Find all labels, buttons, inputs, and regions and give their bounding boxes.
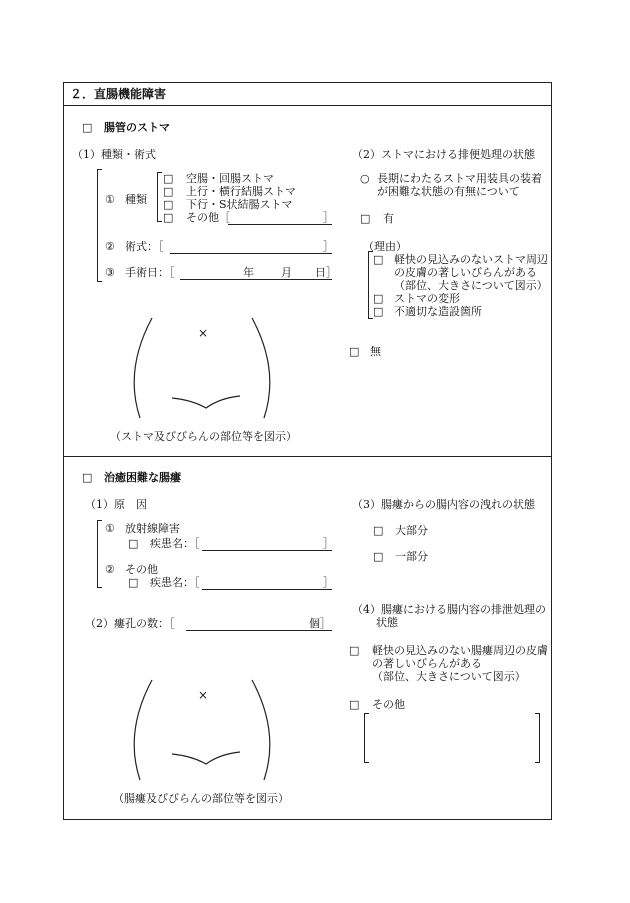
stoma-date-field[interactable] [180, 279, 332, 280]
stoma-yes-label: 有 [383, 212, 394, 225]
stoma-surgery-field[interactable] [170, 253, 332, 254]
fistula-disease2-close: ］ [323, 576, 334, 589]
stoma-kind-option: 空腸・回腸ストマ [186, 172, 274, 185]
stoma-yes-checkbox[interactable]: □ [360, 212, 371, 225]
fistula-other-bracket-right [535, 713, 540, 763]
stoma-q2-circle: ○ [360, 172, 370, 185]
fistula-cause2-number: ② [105, 563, 115, 576]
stoma-reason-box[interactable]: □ [373, 305, 384, 318]
stoma-diagram-mark: × [198, 326, 209, 340]
fistula-q4-opt1-line3: （部位、大きさについて図示） [372, 670, 526, 683]
stoma-kind-option: 上行・横行結腸ストマ [186, 185, 296, 198]
stoma-reason-box[interactable]: □ [373, 292, 384, 305]
stoma-reason-label: （理由） [363, 240, 407, 253]
stoma-kind-option-box[interactable]: □ [163, 211, 174, 224]
fistula-disease1-field[interactable] [202, 550, 332, 551]
stoma-kind-number: ① [105, 193, 115, 206]
fistula-disease1-label: 疾患名：［ [150, 537, 200, 550]
fistula-cause1: 放射線障害 [125, 522, 180, 535]
stoma-reason-text: （部位、大きさについて図示） [394, 279, 548, 292]
fistula-header: 治癒困難な腸瘻 [104, 471, 181, 484]
section-title: ２．直腸機能障害 [70, 87, 167, 101]
stoma-q2-text-line1: 長期にわたるストマ用装具の装着 [377, 172, 542, 185]
stoma-other-field[interactable] [228, 224, 332, 225]
fistula-other-bracket-left[interactable] [364, 713, 369, 763]
fistula-q4-opt2: その他 [372, 698, 405, 711]
fistula-q4-opt2-box[interactable]: □ [349, 698, 360, 711]
stoma-date-year: 年 [243, 266, 254, 279]
stoma-surgery-label: 術式：［ [125, 240, 164, 253]
section-divider [63, 456, 552, 457]
fistula-disease1-close: ］ [323, 537, 334, 550]
stoma-kind-label: 種類 [125, 193, 147, 206]
stoma-other-close: ］ [323, 211, 334, 224]
stoma-q2-label: （2）ストマにおける排便処理の状態 [352, 148, 535, 161]
fistula-q3-opt1: 大部分 [395, 524, 428, 537]
fistula-disease2-field[interactable] [202, 589, 332, 590]
fistula-q1-bracket [97, 520, 102, 588]
stoma-kind-option: 下行・S状結腸ストマ [186, 198, 293, 211]
fistula-q4-opt1-line1: 軽快の見込みのない腸瘻周辺の皮膚 [372, 644, 548, 657]
stoma-date-number: ③ [105, 266, 115, 279]
stoma-q2-text-line2: が困難な状態の有無について [377, 185, 520, 198]
stoma-kind-bracket [157, 172, 162, 222]
stoma-reason-text: 不適切な造設箇所 [394, 305, 482, 318]
fistula-q3-opt1-box[interactable]: □ [373, 524, 384, 537]
stoma-kind-option: その他［ [186, 211, 230, 224]
stoma-reason-text: の皮膚の著しいびらんがある [394, 266, 537, 279]
fistula-diagram-caption: （腸瘻及びびらんの部位等を図示） [113, 792, 289, 805]
stoma-header: 腸管のストマ [104, 121, 170, 134]
stoma-date-label: 手術日：［ [125, 266, 175, 279]
stoma-reason-text: 軽快の見込みのないストマ周辺 [394, 253, 548, 266]
fistula-q4-label2: 状態 [376, 616, 398, 629]
title-divider [63, 105, 552, 106]
stoma-no-checkbox[interactable]: □ [349, 345, 360, 358]
fistula-diagram-mark: × [198, 688, 209, 702]
stoma-surgery-close: ］ [323, 240, 334, 253]
stoma-q1-label: （1）種類・術式 [72, 148, 156, 161]
fistula-disease1-box[interactable]: □ [128, 537, 139, 550]
stoma-diagram-caption: （ストマ及びびらんの部位等を図示） [110, 430, 297, 443]
stoma-date-month: 月 [281, 266, 292, 279]
stoma-q1-bracket [97, 169, 102, 282]
fistula-count-field[interactable] [186, 630, 332, 631]
fistula-q3-opt2: 一部分 [395, 550, 428, 563]
stoma-kind-option-box[interactable]: □ [163, 198, 174, 211]
fistula-q4-label: （4）腸瘻における腸内容の排泄処理の [352, 603, 546, 616]
fistula-q1-label: （1）原 因 [85, 498, 147, 511]
fistula-q3-label: （3）腸瘻からの腸内容の洩れの状態 [352, 498, 535, 511]
fistula-q3-opt2-box[interactable]: □ [373, 550, 384, 563]
fistula-q4-opt1-box[interactable]: □ [349, 644, 360, 657]
stoma-date-day: 日］ [315, 266, 337, 279]
stoma-checkbox[interactable]: □ [82, 121, 93, 134]
stoma-kind-option-box[interactable]: □ [163, 185, 174, 198]
fistula-count-unit: 個］ [309, 617, 331, 630]
fistula-cause2: その他 [125, 563, 158, 576]
stoma-reason-text: ストマの変形 [394, 292, 460, 305]
fistula-count-label: （2）瘻孔の数：［ [85, 617, 175, 630]
fistula-cause1-number: ① [105, 522, 115, 535]
stoma-reason-box[interactable]: □ [373, 253, 384, 266]
stoma-surgery-number: ② [105, 240, 115, 253]
fistula-disease2-label: 疾患名：［ [150, 576, 200, 589]
fistula-q4-opt1-line2: の著しいびらんがある [372, 657, 482, 670]
fistula-checkbox[interactable]: □ [82, 471, 93, 484]
stoma-kind-option-box[interactable]: □ [163, 172, 174, 185]
stoma-no-label: 無 [370, 345, 381, 358]
fistula-disease2-box[interactable]: □ [128, 576, 139, 589]
